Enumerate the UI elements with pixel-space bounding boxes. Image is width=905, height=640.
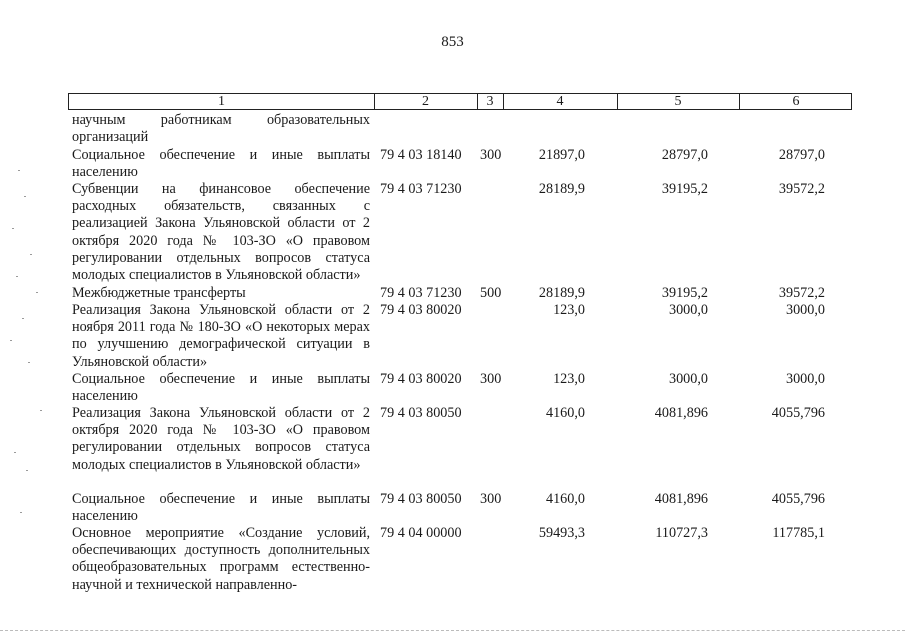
row-value-col5: 3000,0 [668,371,708,387]
row-value-col4: 4160,0 [545,405,585,421]
row-value-col6: 3000,0 [785,371,825,387]
row-code: 79 4 03 71230 [380,181,462,197]
row-name: Социальное обеспечение и иные выплаты населению [72,147,370,181]
header-col-3: 3 [486,94,494,109]
header-col-2: 2 [422,94,429,109]
row-code: 79 4 03 71230 [380,285,462,301]
header-col-4: 4 [556,94,564,109]
row-value-col4: 28189,9 [538,285,585,301]
row-name: Межбюджетные трансферты [72,285,246,301]
row-name: Основное мероприятие «Создание условий, обеспечивающих доступность дополнительных общеобразовательных программ естественно-научной и технической направленно- [72,525,370,593]
row-value-col6: 4055,796 [771,405,825,421]
row-code: 79 4 03 80020 [380,302,462,318]
row-value-col6: 4055,796 [771,491,825,507]
row-value-col5: 39195,2 [661,181,708,197]
row-value-col6: 39572,2 [778,181,825,197]
row-value-col5: 3000,0 [668,302,708,318]
row-value-col5: 28797,0 [661,147,708,163]
table-header [68,93,852,110]
row-value-col4: 4160,0 [545,491,585,507]
row-value-col5: 4081,896 [654,405,708,421]
header-col-6: 6 [792,94,800,109]
row-value-col6: 117785,1 [772,525,825,541]
row-expense-type: 300 [480,371,502,387]
row-name: Социальное обеспечение и иные выплаты населению [72,371,370,405]
row-code: 79 4 04 00000 [380,525,462,541]
row-value-col6: 3000,0 [785,302,825,318]
bottom-edge-line [0,630,905,631]
page-number: 853 [441,34,464,50]
row-value-col6: 39572,2 [778,285,825,301]
row-value-col5: 110727,3 [655,525,708,541]
row-value-col4: 21897,0 [538,147,585,163]
header-col-1: 1 [218,94,225,109]
row-expense-type: 300 [480,147,502,163]
row-value-col4: 123,0 [553,371,585,387]
row-expense-type: 500 [480,285,502,301]
row-value-col4: 59493,3 [538,525,585,541]
row-name: Реализация Закона Ульяновской области от 2 ноября 2011 года № 180-ЗО «О некоторых мерах по улучшению демографической ситуации в Ульяновской области» [72,302,370,370]
row-code: 79 4 03 80020 [380,371,462,387]
row-name: научным работникам образовательных организаций [72,112,370,146]
row-name: Субвенции на финансовое обеспечение расходных обязательств, связанных с реализацией Закона Ульяновской области от 2 октября 2020 года № 103-ЗО «О правовом регулировании отдельных вопросов статуса молодых специалистов в Ульяновской области» [72,181,370,284]
row-value-col5: 39195,2 [661,285,708,301]
row-expense-type: 300 [480,491,502,507]
header-col-5: 5 [674,94,682,109]
row-value-col4: 123,0 [553,302,585,318]
row-code: 79 4 03 80050 [380,491,462,507]
row-name: Реализация Закона Ульяновской области от 2 октября 2020 года № 103-ЗО «О правовом регулировании отдельных вопросов статуса молодых специалистов в Ульяновской области» [72,405,370,473]
row-name: Социальное обеспечение и иные выплаты населению [72,491,370,525]
row-value-col4: 28189,9 [538,181,585,197]
row-code: 79 4 03 18140 [380,147,462,163]
row-value-col5: 4081,896 [654,491,708,507]
row-value-col6: 28797,0 [778,147,825,163]
row-code: 79 4 03 80050 [380,405,462,421]
